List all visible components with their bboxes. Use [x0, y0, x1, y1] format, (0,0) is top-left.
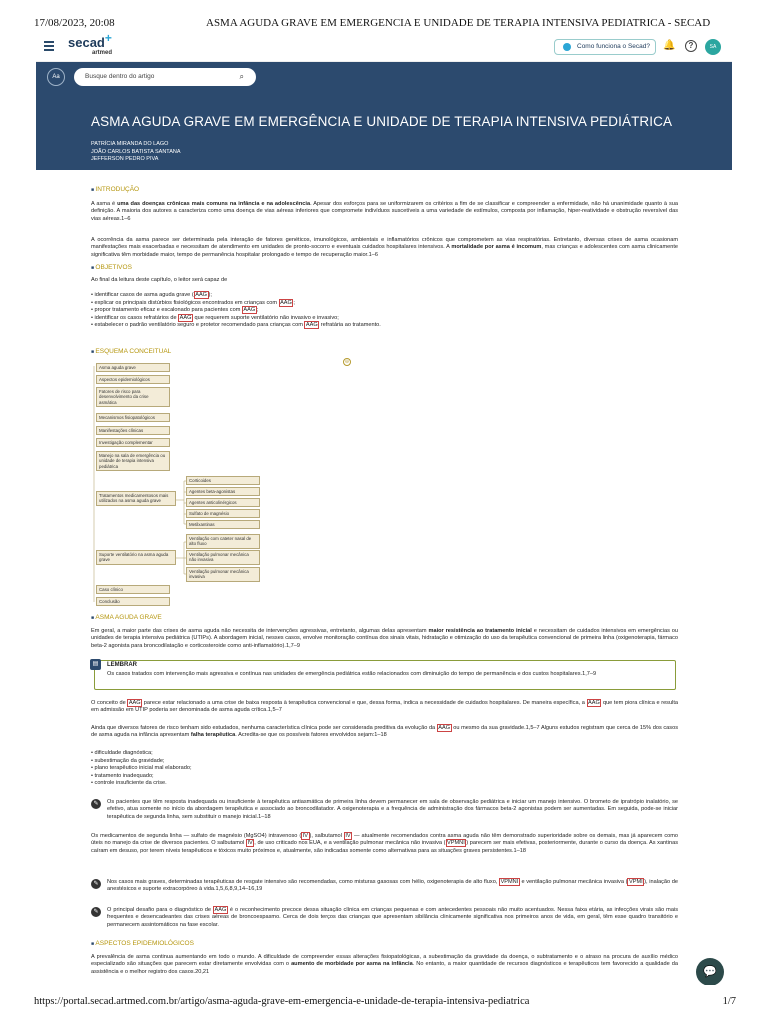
- concept-node[interactable]: Metilxantinas: [186, 520, 260, 529]
- abbr-link[interactable]: AAG: [305, 322, 318, 328]
- concept-node[interactable]: Investigação complementar: [96, 438, 170, 447]
- article-title: ASMA AGUDA GRAVE EM EMERGÊNCIA E UNIDADE DE TERAPIA INTENSIVA PEDIÁTRICA: [91, 114, 673, 129]
- menu-icon[interactable]: [44, 41, 54, 53]
- collapse-icon[interactable]: ⊖: [344, 359, 350, 365]
- author: JEFFERSON PEDRO PIVA: [91, 156, 159, 162]
- concept-node[interactable]: Ventilação com cateter nasal de alto fluxo: [186, 534, 260, 549]
- abbr-link[interactable]: AAG: [214, 907, 227, 913]
- abbr-link[interactable]: IV: [302, 833, 308, 839]
- print-url: https://portal.secad.artmed.com.br/artigo/asma-aguda-grave-em-emergencia-e-unidade-de-terapia-intensiva-pediatrica: [34, 996, 530, 1007]
- intro-paragraph-2: A ocorrência da asma parece ser determinada pela interação de fatores genéticos, imunológicos, ambientais e inflamatórios crônicos que comprometem as vias respiratórias. Entretanto, diversas crises de asma ocasionam manifestações mais exacerbadas e necessitam de atendimento em unidades de pronto-socorro e eventuais cuidados hospitalares intensivos. A mortalidade por asma é incomum, mas crianças e adolescentes com asma clinicamente significativa têm morbidade maior, tempo de permanência hospitalar prolongado e tempo de recuperação maior.1–6: [91, 237, 678, 258]
- author: PATRÍCIA MIRANDA DO LAGO: [91, 141, 169, 147]
- print-date: 17/08/2023, 20:08: [34, 17, 115, 29]
- how-it-works-button[interactable]: [554, 39, 656, 55]
- concept-node[interactable]: Manifestações clínicas: [96, 426, 170, 435]
- list-item: • explicar os principais distúrbios fisiológicos encontrados em crianças com AAG ;: [91, 300, 381, 308]
- list-item: • tratamento inadequado;: [91, 773, 192, 781]
- list-item: • identificar casos de asma aguda grave ( AAG );: [91, 292, 381, 300]
- avatar[interactable]: SA: [705, 39, 721, 55]
- note-icon: ✎: [91, 879, 101, 889]
- concept-node[interactable]: Tratamentos medicamentosos mais utilizados na asma aguda grave: [96, 491, 176, 506]
- note-icon: ✎: [91, 907, 101, 917]
- article-body: [36, 170, 732, 985]
- note-2: ✎ Nos casos mais graves, determinadas terapêuticas de resgate intensivo são recomendadas, como misturas gasosas com hélio, oxigenoterapia de alto fluxo, VPMNI e ventilação pulmonar mecânica invasiva ( VPMI ), inalação de anestésicos e suporte extracorpóreo à vida.1,5,6,8,9,14–16,19: [91, 879, 678, 894]
- section-heading-objetivos[interactable]: ■ OBJETIVOS: [91, 264, 132, 271]
- concept-node[interactable]: Mecanismos fisiopatológicos: [96, 413, 170, 422]
- article-hero: [36, 62, 732, 170]
- section-heading-intro[interactable]: ■ INTRODUÇÃO: [91, 186, 139, 193]
- abbr-link[interactable]: VPMNI: [500, 879, 519, 885]
- concept-node[interactable]: Corticoides: [186, 476, 260, 485]
- factors-list: [91, 750, 192, 788]
- abbr-link[interactable]: AAG: [179, 314, 192, 321]
- list-item: • identificar os casos refratários de AAG que requerem suporte ventilatório não invasivo e invasivo;: [91, 315, 381, 323]
- secad-logo[interactable]: [68, 31, 113, 57]
- section-heading-aspectos[interactable]: ■ ASPECTOS EPIDEMIOLÓGICOS: [91, 940, 194, 947]
- concept-node[interactable]: Suporte ventilatório na asma aguda grave: [96, 550, 176, 565]
- asma-paragraph-2: O conceito de AAG parece estar relacionado a uma crise de baixa resposta à terapêutica convencional e que, dessa forma, indica a necessidade de cuidados hospitalares. De maneira específica, a AAG que tem piora clínica e resulta em admissão em UTIP poderia ser denominada de asma aguda crítica.1,5–7: [91, 700, 678, 714]
- note-icon: ✎: [91, 799, 101, 809]
- abbr-link[interactable]: IV: [345, 833, 351, 839]
- concept-node[interactable]: Sulfato de magnésio: [186, 509, 260, 518]
- concept-node[interactable]: Agentes anticolinérgicos: [186, 498, 260, 507]
- asma-paragraph-3: Ainda que diversos fatores de risco tenham sido estudados, nenhuma característica clínica pode ser considerada preditiva da evolução da AAG ou mesmo da sua gravidade.1,5–7 Alguns estudos registram que cerca de 15% dos casos de asma aguda na infância apresentam falha terapêutica. Acredita-se que os possíveis fatores envolvidos sejam:1–18: [91, 725, 678, 739]
- list-item: • subestimação da gravidade;: [91, 758, 192, 766]
- abbr-link[interactable]: VPMNI: [447, 840, 465, 847]
- lembrar-title: LEMBRAR: [107, 662, 137, 668]
- search-icon[interactable]: ⌕: [239, 72, 244, 81]
- concept-node[interactable]: Agentes beta-agonistas: [186, 487, 260, 496]
- search-placeholder: Busque dentro do artigo: [85, 73, 155, 80]
- concept-node[interactable]: Manejo na sala de emergência ou unidade de terapia intensiva pediátrica: [96, 451, 170, 471]
- chat-icon[interactable]: 💬: [696, 958, 724, 985]
- print-footer: [0, 992, 768, 1022]
- aspectos-paragraph-1: A prevalência de asma continua aumentando em todo o mundo. A dificuldade de compreender essas alterações fisiopatológicas, a subestimação da gravidade da doença, o subtratamento e o atraso na procura de auxílio médico especializado são situações que parecem estar diretamente envolvidas com o aumento de morbidade por asma na infância. No entanto, a maior quantidade de recursos diagnósticos e terapêuticos tem favorecido a qualidade da assistência e o melhor registro dos casos.20,21: [91, 954, 678, 975]
- help-icon[interactable]: ?: [685, 40, 697, 52]
- note-3: ✎ O principal desafio para o diagnóstico de AAG é o reconhecimento precoce dessa situação clínica em crianças pequenas e com antecedentes pessoais não muito acentuados. Nessa faixa etária, as infecções virais são mais frequentes e desencadeantes das crises aéreas de broncoespasmo. Cerca de dois terços das crianças que apresentam sibilância clinicamente significativa nos primeiros anos de vida, em geral, têm esse quadro transitório e permanecem assintomáticos na fase escolar.: [91, 907, 678, 929]
- logo-sub: artmed: [92, 50, 113, 56]
- logo-text: secad: [68, 35, 105, 50]
- bell-icon[interactable]: 🔔: [663, 40, 676, 51]
- section-heading-esquema[interactable]: ■ ESQUEMA CONCEITUAL: [91, 348, 171, 355]
- list-item: • controle insuficiente da crise.: [91, 780, 192, 788]
- abbr-link[interactable]: AAG: [195, 292, 208, 298]
- section-heading-asma[interactable]: ■ ASMA AGUDA GRAVE: [91, 614, 162, 621]
- abbr-link[interactable]: VPMI: [628, 879, 643, 885]
- print-header: [0, 0, 768, 29]
- font-size-button[interactable]: Aa: [47, 68, 65, 86]
- top-navigation: [36, 32, 732, 62]
- print-title: ASMA AGUDA GRAVE EM EMERGENCIA E UNIDADE DE TERAPIA INTENSIVA PEDIATRICA - SECAD: [206, 17, 711, 29]
- concept-node[interactable]: Aspectos epidemiológicos: [96, 375, 170, 384]
- list-item: • plano terapêutico inicial mal elaborado;: [91, 765, 192, 773]
- asma-paragraph-4: Os medicamentos de segunda linha — sulfato de magnésio (MgSO4) intravenoso ( IV ), salbutamol IV — atualmente recomendados contra asma aguda não têm demonstrado superioridade sobre os demais, mas já aparecem como úteis no manejo da crise de diversos pacientes. O salbutamol IV , de uso criticado nos EUA, e a ventilação pulmonar mecânica não invasiva ( VPMNI ) parecem ser mais efetivas, posteriormente, durante o curso da doença. As xantinas caíram em desuso, por terem níveis terapêuticos e tóxicos muito próximos e, atualmente, são indicadas somente como alternativas para as situações graves persistentes.1–18: [91, 833, 678, 854]
- article-search-input[interactable]: [74, 68, 256, 86]
- concept-node[interactable]: Fatores de risco para desenvolvimento da crise asmática: [96, 387, 170, 407]
- list-item: • dificuldade diagnóstica;: [91, 750, 192, 758]
- abbr-link[interactable]: AAG: [438, 725, 451, 731]
- author-list: [91, 141, 181, 164]
- abbr-link[interactable]: AAG: [280, 299, 292, 306]
- abbr-link[interactable]: AAG: [128, 700, 141, 706]
- lembrar-text: Os casos tratados com intervenção mais agressiva e contínua nas unidades de emergência pediátrica estão relacionados com diminuição do tempo de permanência e dos custos hospitalares.1,7–9: [107, 671, 597, 677]
- page-number: 1/7: [722, 996, 736, 1007]
- list-item: • propor tratamento eficaz e escalonado para pacientes com AAG ;: [91, 307, 381, 315]
- concept-node[interactable]: Asma aguda grave: [96, 363, 170, 372]
- concept-node[interactable]: Caso clínico: [96, 585, 170, 594]
- abbr-link[interactable]: IV: [247, 840, 253, 847]
- author: JOÃO CARLOS BATISTA SANTANA: [91, 148, 181, 155]
- asma-paragraph-1: Em geral, a maior parte das crises de asma aguda não necessita de intervenções agressivas, entretanto, algumas delas apresentam maior resistência ao tratamento inicial e necessitam de cuidados intensivos em emergências ou unidades de terapia intensiva pediátrica (UTIPs). A abordagem inicial, nesses casos, envolve monitoração contínua dos sinais vitais, hidratação e otimização do uso da terapêutica convencional de primeira linha (oxigenoterapia, fármaco beta-2 agonista para broncodilatação e corticosteroide como anti-inflamatório).1,7–9: [91, 628, 678, 649]
- play-icon: [563, 43, 571, 51]
- logo-plus: +: [104, 31, 112, 45]
- how-it-works-label: Como funciona o Secad?: [577, 43, 650, 50]
- lembrar-box: [94, 660, 676, 690]
- concept-node[interactable]: Conclusão: [96, 597, 170, 606]
- concept-node[interactable]: Ventilação pulmonar mecânica não invasiva: [186, 550, 260, 565]
- bookmark-icon: ▤: [90, 659, 101, 670]
- list-item: • estabelecer o padrão ventilatório seguro e protetor recomendado para crianças com AAG refratária ao tratamento.: [91, 322, 381, 330]
- abbr-link[interactable]: AAG: [588, 700, 600, 706]
- intro-paragraph-1: A asma é uma das doenças crônicas mais comuns na infância e na adolescência. Apesar dos esforços para se uniformizarem os critérios a fim de se classificar e compreender a enfermidade, não há unanimidade quanto à sua definição. A maioria dos autores a caracteriza como uma doença de vias aéreas inferiores que compromete indivíduos suscetíveis a uma variedade de estímulos, composta por inflamação, hiper-reatividade e obstrução reversível das vias aéreas.1–6: [91, 201, 679, 222]
- objetivos-lead: Ao final da leitura deste capítulo, o leitor será capaz de: [91, 277, 228, 283]
- concept-node[interactable]: Ventilação pulmonar mecânica invasiva: [186, 567, 260, 582]
- abbr-link[interactable]: AAG: [243, 307, 256, 313]
- note-1: ✎ Os pacientes que têm resposta inadequada ou insuficiente à terapêutica antiasmática de primeira linha devem permanecer em sala de observação pediátrica e iniciar um manejo intensivo. O brometo de ipratrópio inalatório, se efetivo, atua somente no início da abordagem terapêutica e associado ao broncodilatador. A oxigenoterapia e a frequência de administração dos fármacos beta-2 agonistas podem ser aumentadas. Em seguida, pode-se iniciar terapêutica de segunda linha, sem substituir o manejo inicial.1–18: [91, 799, 678, 821]
